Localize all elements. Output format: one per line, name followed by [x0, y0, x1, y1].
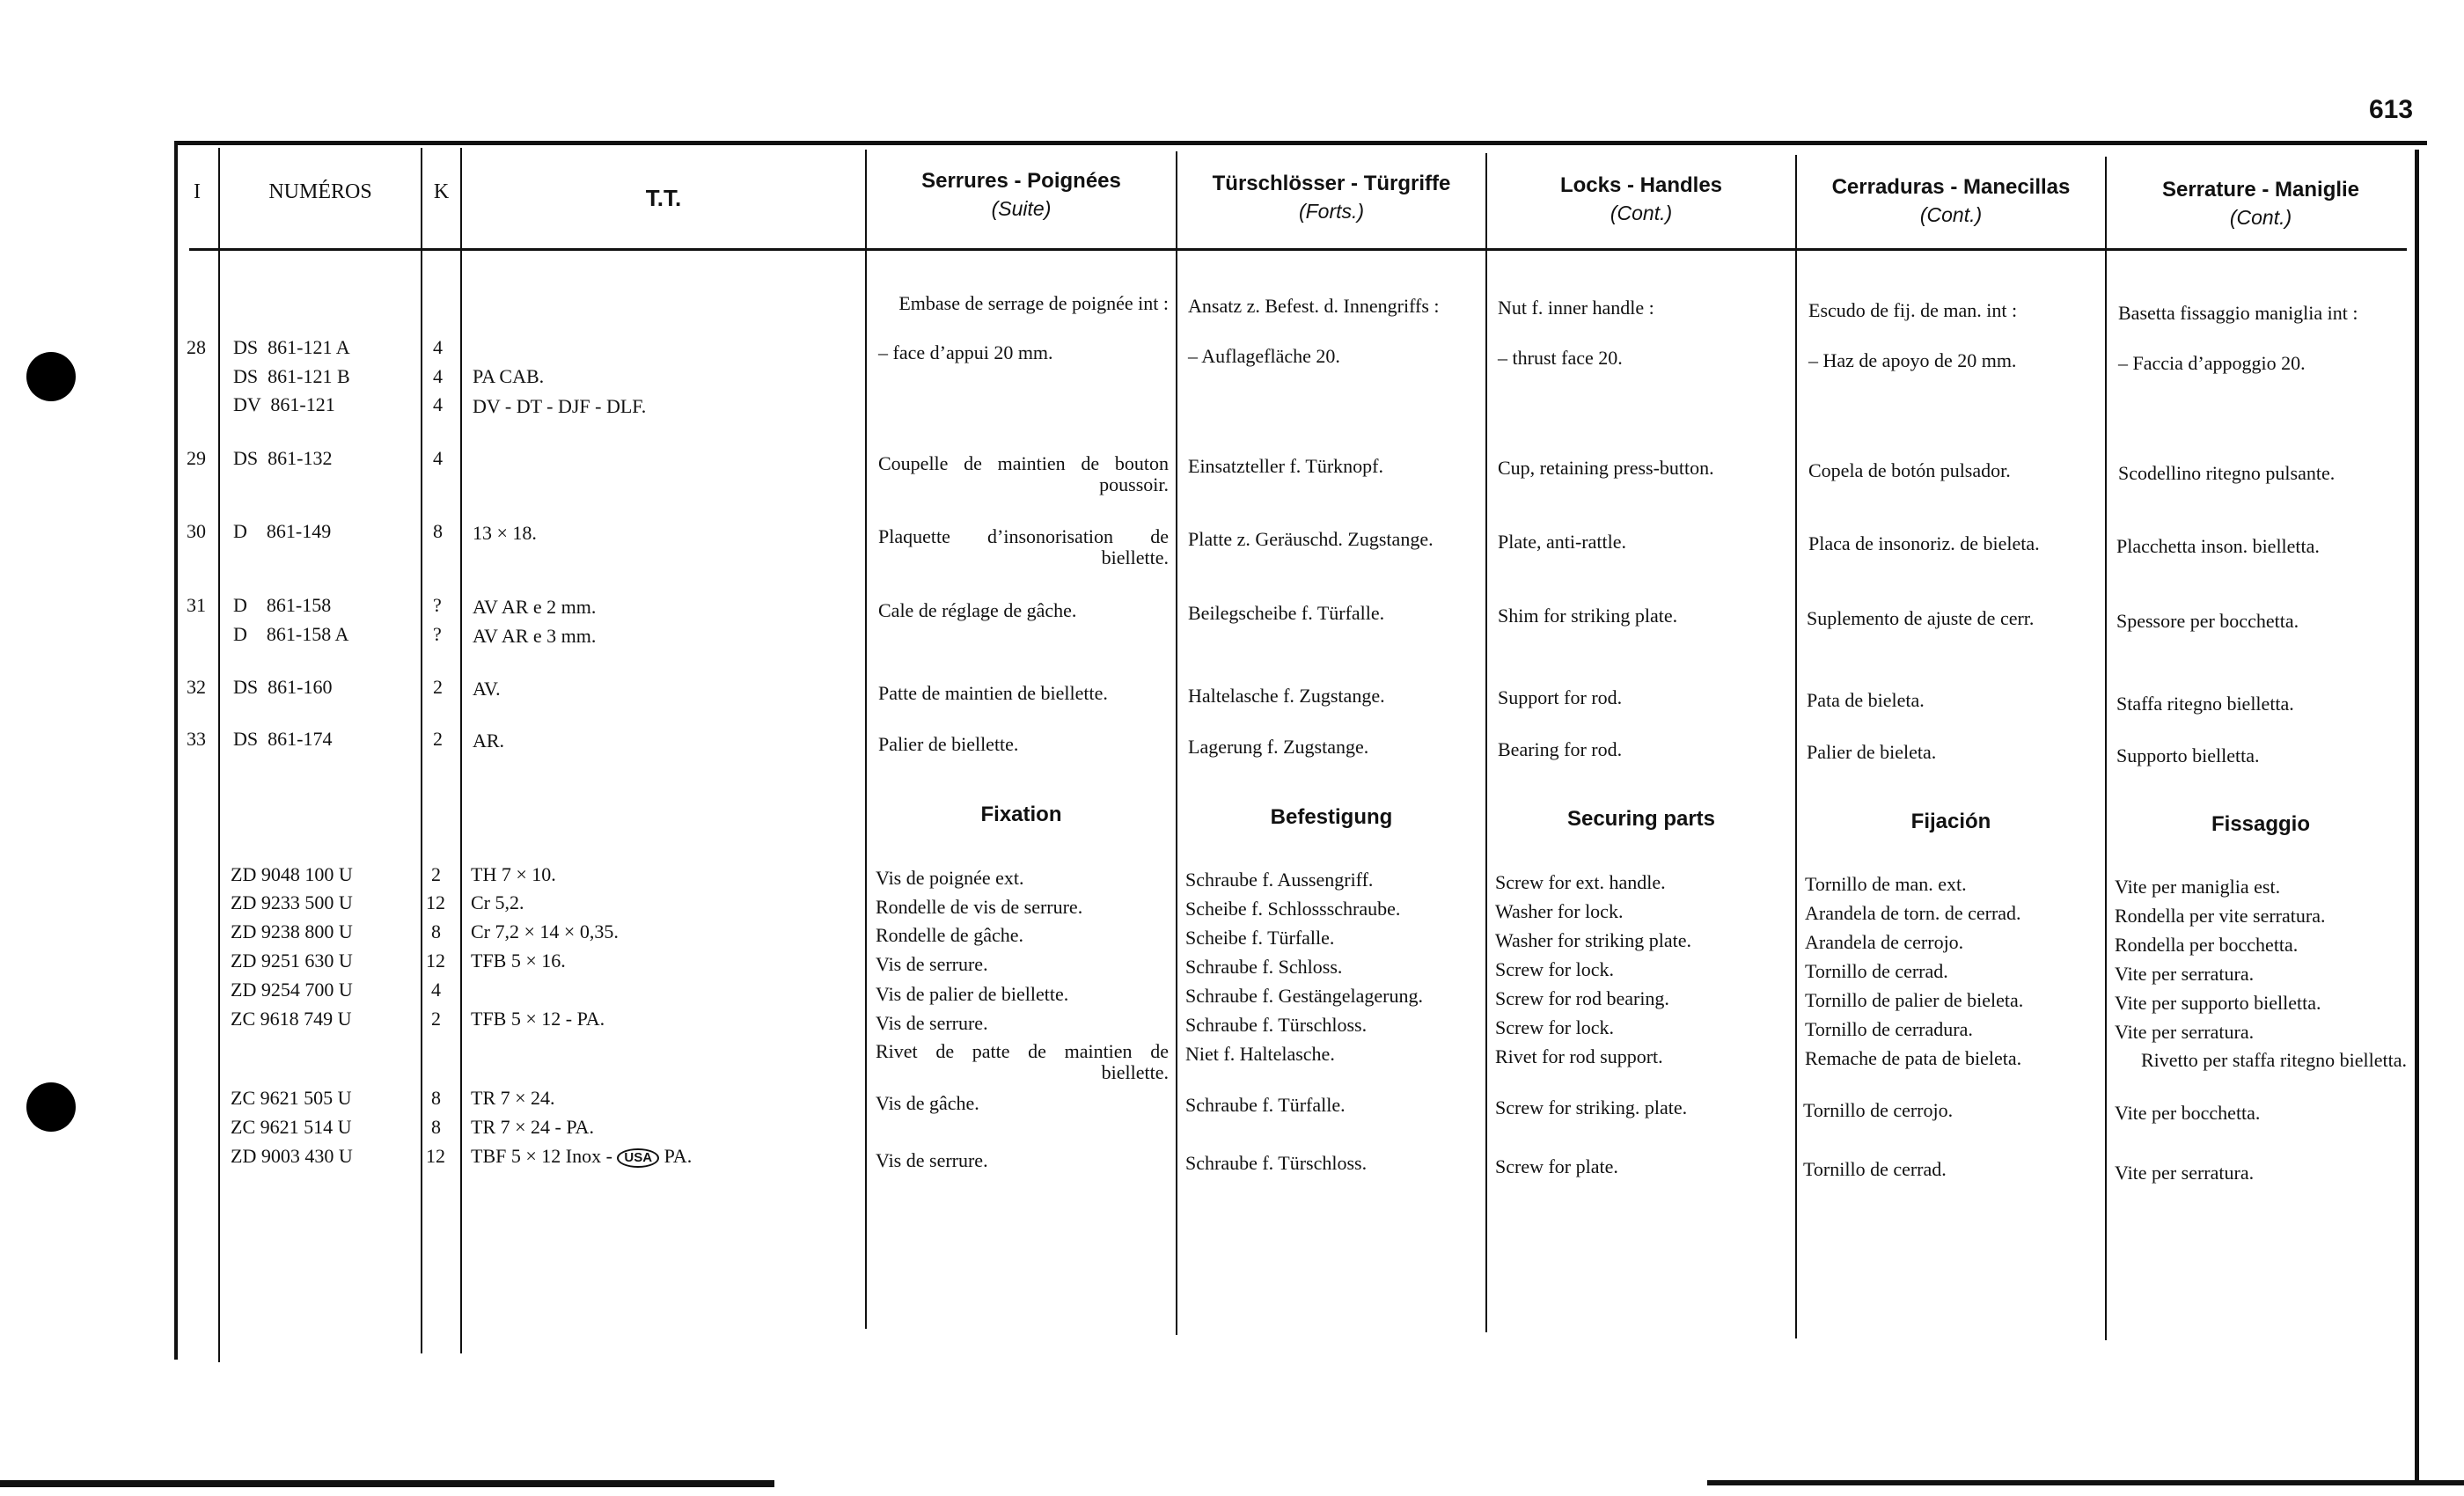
col-sep-i: [218, 148, 220, 1362]
fix-desc-fr: Vis de poignée ext.: [876, 867, 1024, 889]
header-lang-de-title: Türschlösser - Türgriffe: [1212, 172, 1451, 195]
col-sep-de: [1485, 153, 1487, 1332]
part-number: DS 861-174: [233, 728, 333, 750]
section-fixation-fr: Fixation: [980, 803, 1062, 826]
header-lang-es-sub: (Cont.): [1919, 203, 1983, 226]
fix-quantity: 2: [431, 1008, 441, 1030]
header-lang-it-sub: (Cont.): [2229, 206, 2292, 229]
desc-de: Einsatzteller f. Türknopf.: [1188, 455, 1383, 477]
fix-tt: TR 7 × 24 - PA.: [471, 1116, 594, 1138]
fix-desc-es: Tornillo de cerrad.: [1803, 1158, 1947, 1180]
fix-part-number: ZC 9618 749 U: [231, 1008, 352, 1030]
fix-desc-de: Scheibe f. Türfalle.: [1185, 927, 1335, 949]
fix-desc-es: Remache de pata de bieleta.: [1805, 1047, 2022, 1069]
header-col-tt: T.T.: [645, 185, 682, 211]
desc-es: Copela de botón pulsador.: [1808, 459, 2011, 481]
col-sep-k: [460, 148, 462, 1353]
header-lang-en-title: Locks - Handles: [1559, 173, 1723, 197]
header-lang-fr: [867, 169, 1176, 221]
desc-en: Nut f. inner handle :: [1498, 297, 1654, 319]
quantity: 8: [433, 520, 443, 542]
part-number: DV 861-121: [233, 393, 335, 415]
fix-desc-es: Arandela de cerrojo.: [1805, 931, 1964, 953]
col-sep-es: [2105, 157, 2107, 1340]
header-col-k: K: [433, 180, 450, 203]
section-fixation-de: Befestigung: [1270, 805, 1393, 829]
desc-en: Bearing for rod.: [1498, 738, 1623, 760]
col-sep-fr: [1176, 151, 1177, 1335]
usa-stamp-icon: USA: [617, 1148, 659, 1168]
desc-fr: Embase de serrage de poignée int :: [898, 292, 1169, 314]
fix-desc-fr: Vis de serrure.: [876, 953, 988, 975]
quantity: 4: [433, 336, 443, 358]
fix-quantity: 4: [431, 979, 441, 1001]
header-lang-es: [1797, 175, 2105, 227]
desc-it: – Faccia d’appoggio 20.: [2118, 352, 2306, 374]
fix-desc-it: Vite per maniglia est.: [2115, 876, 2281, 898]
fix-desc-de: Schraube f. Schloss.: [1185, 956, 1343, 978]
header-lang-en: [1487, 173, 1795, 225]
fix-tt: Cr 7,2 × 14 × 0,35.: [471, 920, 619, 942]
table-left-edge: [174, 141, 178, 1360]
fix-desc-de: Niet f. Haltelasche.: [1185, 1043, 1335, 1065]
page-bottom-rule: [0, 1480, 774, 1487]
binder-hole-bottom: [26, 1082, 76, 1132]
table-top-rule: [174, 141, 2427, 145]
fix-desc-fr: Rivet de patte de maintien de biellette.: [876, 1040, 1169, 1083]
section-fixation-it: Fissaggio: [2211, 812, 2311, 836]
fix-part-number: ZC 9621 514 U: [231, 1116, 352, 1138]
fix-desc-es: Tornillo de palier de bieleta.: [1805, 989, 2024, 1011]
fix-desc-en: Screw for rod bearing.: [1495, 987, 1669, 1009]
col-sep-num: [421, 148, 422, 1353]
fix-tt: Cr 5,2.: [471, 891, 524, 913]
desc-de: Platte z. Geräuschd. Zugstange.: [1188, 528, 1434, 550]
tt-value: AV AR e 2 mm.: [473, 596, 597, 618]
desc-fr: Patte de maintien de biellette.: [878, 682, 1108, 704]
tt-value: DV - DT - DJF - DLF.: [473, 395, 647, 417]
tt-value: AR.: [473, 730, 505, 752]
desc-it: Staffa ritegno bielletta.: [2116, 693, 2294, 715]
col-sep-en: [1795, 155, 1797, 1338]
desc-es: Palier de bieleta.: [1807, 741, 1937, 763]
desc-de: Beilegscheibe f. Türfalle.: [1188, 602, 1385, 624]
fix-desc-es: Tornillo de cerrojo.: [1803, 1099, 1954, 1121]
fix-part-number: ZD 9254 700 U: [231, 979, 353, 1001]
desc-en: – thrust face 20.: [1498, 347, 1623, 369]
desc-en: Cup, retaining press-button.: [1498, 457, 1714, 479]
fix-desc-de: Schraube f. Gestängelagerung.: [1185, 985, 1424, 1007]
tt-value: AV AR e 3 mm.: [473, 625, 597, 647]
fix-desc-en: Washer for striking plate.: [1495, 929, 1692, 951]
fix-desc-it: Vite per bocchetta.: [2115, 1102, 2261, 1124]
fix-desc-it: Vite per serratura.: [2115, 1162, 2255, 1184]
desc-de: Lagerung f. Zugstange.: [1188, 736, 1369, 758]
fix-desc-en: Screw for striking. plate.: [1495, 1096, 1688, 1118]
desc-fr: – face d’appui 20 mm.: [878, 341, 1053, 363]
fix-part-number: ZD 9048 100 U: [231, 863, 353, 885]
fix-desc-es: Tornillo de man. ext.: [1805, 873, 1967, 895]
section-fixation-en: Securing parts: [1566, 807, 1716, 831]
binder-hole-top: [26, 352, 76, 401]
quantity: 4: [433, 447, 443, 469]
header-lang-de-sub: (Forts.): [1298, 200, 1365, 223]
quantity: ?: [433, 623, 442, 645]
quantity: 2: [433, 728, 443, 750]
fix-quantity: 12: [426, 1145, 445, 1167]
part-number: DS 861-132: [233, 447, 333, 469]
header-lang-de: [1177, 172, 1485, 224]
fix-quantity: 8: [431, 920, 441, 942]
header-lang-it-title: Serrature - Maniglie: [2161, 178, 2360, 202]
fix-desc-en: Screw for ext. handle.: [1495, 871, 1666, 893]
part-number: D 861-158 A: [233, 623, 349, 645]
fix-part-number: ZC 9621 505 U: [231, 1087, 352, 1109]
row-index-33: 33: [187, 728, 206, 750]
fix-quantity: 12: [426, 891, 445, 913]
part-number: DS 861-121 A: [233, 336, 350, 358]
quantity: ?: [433, 594, 442, 616]
fix-desc-it: Rondella per bocchetta.: [2115, 934, 2299, 956]
fix-tt-last: [471, 1145, 692, 1168]
desc-de: Ansatz z. Befest. d. Innengriffs :: [1188, 295, 1440, 317]
header-lang-fr-title: Serrures - Poignées: [921, 169, 1121, 193]
fix-desc-fr: Vis de serrure.: [876, 1149, 988, 1171]
tt-value: AV.: [473, 678, 501, 700]
fix-desc-en: Washer for lock.: [1495, 900, 1624, 922]
desc-es: Suplemento de ajuste de cerr.: [1807, 607, 2035, 629]
desc-it: Spessore per bocchetta.: [2116, 610, 2299, 632]
table-right-edge: [2415, 150, 2419, 1483]
quantity: 2: [433, 676, 443, 698]
page-bottom-rule-right: [1707, 1480, 2464, 1485]
desc-es: – Haz de apoyo de 20 mm.: [1808, 349, 2017, 371]
fix-desc-it: Rondella per vite serratura.: [2115, 905, 2326, 927]
fix-desc-de: Scheibe f. Schlossschraube.: [1185, 898, 1401, 920]
desc-de: – Auflagefläche 20.: [1188, 345, 1340, 367]
fix-desc-it: Rivetto per staffa ritegno bielletta.: [2141, 1049, 2407, 1071]
fix-tt-last-main: TBF 5 × 12 Inox -: [471, 1145, 612, 1167]
fix-desc-es: Tornillo de cerrad.: [1805, 960, 1948, 982]
fix-tt: TFB 5 × 16.: [471, 950, 566, 972]
desc-it: Scodellino ritegno pulsante.: [2118, 462, 2336, 484]
fix-desc-fr: Vis de gâche.: [876, 1092, 979, 1114]
header-lang-es-title: Cerraduras - Manecillas: [1831, 175, 2071, 199]
desc-it: Placchetta inson. bielletta.: [2116, 535, 2320, 557]
row-index-32: 32: [187, 676, 206, 698]
fix-tt: TR 7 × 24.: [471, 1087, 555, 1109]
quantity: 4: [433, 365, 443, 387]
fix-desc-de: Schraube f. Aussengriff.: [1185, 869, 1374, 891]
header-lang-en-sub: (Cont.): [1610, 202, 1673, 224]
fix-desc-en: Screw for lock.: [1495, 1016, 1615, 1038]
fix-quantity: 2: [431, 863, 441, 885]
desc-es: Placa de insonoriz. de bieleta.: [1808, 532, 2040, 554]
part-number: DS 861-121 B: [233, 365, 350, 387]
desc-fr: Plaquette d’insonorisation de biellette.: [878, 525, 1169, 568]
fix-quantity: 8: [431, 1116, 441, 1138]
part-number: D 861-149: [233, 520, 332, 542]
fix-quantity: 8: [431, 1087, 441, 1109]
fix-desc-de: Schraube f. Türfalle.: [1185, 1094, 1346, 1116]
row-index-28: 28: [187, 336, 206, 358]
header-col-i: I: [194, 180, 201, 203]
fix-desc-es: Arandela de torn. de cerrad.: [1805, 902, 2021, 924]
desc-en: Support for rod.: [1498, 686, 1623, 708]
fix-tt-last-suffix: PA.: [664, 1145, 693, 1167]
row-index-30: 30: [187, 520, 206, 542]
section-fixation-es: Fijación: [1910, 810, 1991, 833]
fix-desc-en: Rivet for rod support.: [1495, 1045, 1663, 1067]
header-lang-fr-sub: (Suite): [991, 197, 1052, 220]
tt-value: PA CAB.: [473, 365, 545, 387]
row-index-29: 29: [187, 447, 206, 469]
fix-desc-it: Vite per serratura.: [2115, 1021, 2255, 1043]
part-number: DS 861-160: [233, 676, 333, 698]
fix-part-number: ZD 9238 800 U: [231, 920, 353, 942]
desc-es: Escudo de fij. de man. int :: [1808, 299, 2018, 321]
fix-desc-fr: Rondelle de vis de serrure.: [876, 896, 1083, 918]
quantity: 4: [433, 393, 443, 415]
fix-part-number: ZD 9003 430 U: [231, 1145, 353, 1167]
col-sep-tt: [865, 150, 867, 1329]
desc-fr: Palier de biellette.: [878, 733, 1019, 755]
fix-desc-es: Tornillo de cerradura.: [1805, 1018, 1973, 1040]
fix-desc-fr: Vis de serrure.: [876, 1012, 988, 1034]
header-lang-it: [2107, 178, 2415, 230]
fix-desc-fr: Vis de palier de biellette.: [876, 983, 1069, 1005]
fix-desc-it: Vite per serratura.: [2115, 963, 2255, 985]
desc-en: Shim for striking plate.: [1498, 605, 1678, 627]
part-number: D 861-158: [233, 594, 332, 616]
fix-desc-de: Schraube f. Türschloss.: [1185, 1152, 1368, 1174]
header-bottom-rule: [189, 248, 2407, 251]
fix-desc-de: Schraube f. Türschloss.: [1185, 1014, 1368, 1036]
fix-part-number: ZD 9251 630 U: [231, 950, 353, 972]
desc-it: Supporto bielletta.: [2116, 744, 2260, 766]
row-index-31: 31: [187, 594, 206, 616]
header-col-numeros: NUMÉROS: [268, 180, 372, 203]
desc-fr: Coupelle de maintien de bouton poussoir.: [878, 452, 1169, 495]
fix-desc-fr: Rondelle de gâche.: [876, 924, 1023, 946]
desc-es: Pata de bieleta.: [1807, 689, 1925, 711]
fix-part-number: ZD 9233 500 U: [231, 891, 353, 913]
tt-value: 13 × 18.: [473, 522, 537, 544]
fix-tt: TFB 5 × 12 - PA.: [471, 1008, 605, 1030]
desc-it: Basetta fissaggio maniglia int :: [2118, 302, 2358, 324]
fix-desc-en: Screw for plate.: [1495, 1155, 1618, 1177]
desc-en: Plate, anti-rattle.: [1498, 531, 1626, 553]
fix-tt: TH 7 × 10.: [471, 863, 556, 885]
fix-desc-it: Vite per supporto bielletta.: [2115, 992, 2321, 1014]
fix-desc-en: Screw for lock.: [1495, 958, 1615, 980]
fix-quantity: 12: [426, 950, 445, 972]
desc-fr: Cale de réglage de gâche.: [878, 599, 1077, 621]
desc-de: Haltelasche f. Zugstange.: [1188, 685, 1385, 707]
page-number: 613: [2369, 95, 2414, 124]
